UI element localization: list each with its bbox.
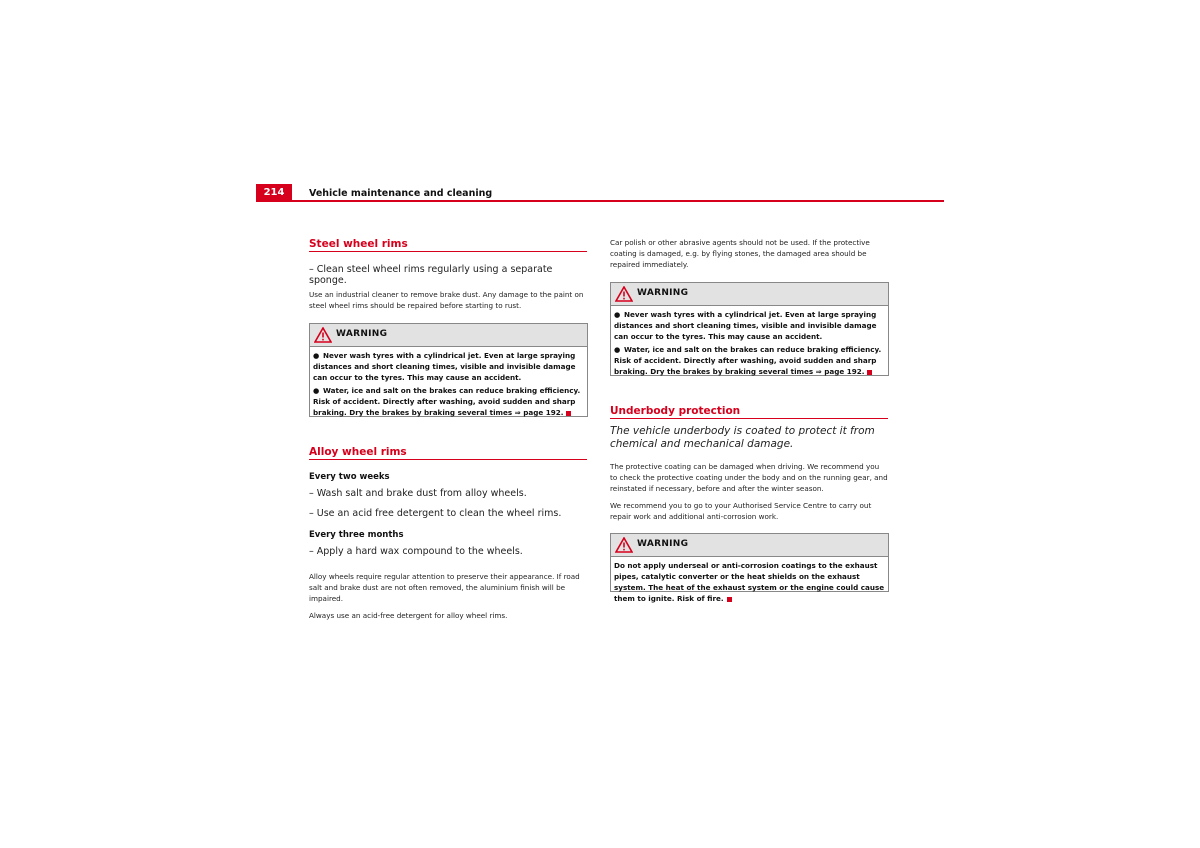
header-rule (256, 200, 944, 202)
warning-label: WARNING (637, 539, 689, 549)
warning-triangle-icon (615, 537, 633, 553)
steel-paragraph: Use an industrial cleaner to remove brake dust. Any damage to the paint on steel wheel rims should be repaired before starting to rust. (309, 290, 584, 310)
warning-text: Do not apply underseal or anti-corrosion coatings to the exhaust pipes, catalytic converter or the heat shields on the exhaust system. The heat of the exhaust system or the engine could cause them to ignite. Risk of fire. (614, 561, 885, 603)
warning-header (611, 534, 888, 557)
end-marker-icon (566, 411, 571, 416)
warning-triangle-icon (615, 286, 633, 302)
alloy-sub-every-three-months: Every three months (309, 530, 404, 540)
steel-rims-heading: Steel wheel rims (309, 238, 408, 250)
intro-paragraph: Car polish or other abrasive agents should not be used. If the protective coating is damaged, e.g. by flying stones, the damaged area should be repaired immediately. (610, 238, 870, 269)
warning-header (611, 283, 888, 306)
underbody-lead: The vehicle underbody is coated to protect it from chemical and mechanical damage. (610, 425, 875, 450)
page-number: 214 (256, 184, 292, 202)
warning-body (611, 557, 888, 609)
underbody-heading: Underbody protection (610, 405, 741, 417)
steel-warning-box (309, 323, 588, 417)
warning-item: ● Never wash tyres with a cylindrical jet. Even at large spraying distances and short cleaning times, visible and invisible damage can occur to the tyres. This may cause an accident. (313, 351, 576, 382)
alloy-step: – Apply a hard wax compound to the wheels. (309, 546, 523, 557)
warning-label: WARNING (336, 329, 388, 339)
alloy-step: – Wash salt and brake dust from alloy wheels. (309, 488, 527, 499)
alloy-sub-every-two-weeks: Every two weeks (309, 472, 390, 482)
alloy-paragraph: Alloy wheels require regular attention to preserve their appearance. If road salt and brake dust are not often removed, the aluminium finish will be impaired. (309, 572, 580, 603)
warning-item: ● Water, ice and salt on the brakes can reduce braking efficiency. Risk of accident. Directly after washing, avoid sudden and sharp braking. Dry the brakes by braking several times ⇒ page 192. (614, 345, 882, 376)
end-marker-icon (727, 597, 732, 602)
alloy-paragraph: Always use an acid-free detergent for alloy wheel rims. (309, 611, 508, 620)
end-marker-icon (867, 370, 872, 375)
section-title: Vehicle maintenance and cleaning (309, 188, 493, 199)
warning-item: ● Never wash tyres with a cylindrical jet. Even at large spraying distances and short cleaning times, visible and invisible damage can occur to the tyres. This may cause an accident. (614, 310, 877, 341)
underbody-warning-box (610, 533, 889, 603)
alloy-step: – Use an acid free detergent to clean the wheel rims. (309, 508, 562, 519)
steel-rims-rule (309, 251, 587, 252)
warning-body (611, 306, 888, 382)
warning-body (310, 347, 587, 423)
warning-label: WARNING (637, 288, 689, 298)
alloy-rims-rule (309, 459, 587, 460)
underbody-paragraph: The protective coating can be damaged when driving. We recommend you to check the protective coating under the body and on the running gear, and reinstated if necessary, before and after the winter season. (610, 462, 888, 493)
steel-step: – Clean steel wheel rims regularly using a separate sponge. (309, 264, 553, 286)
warning-item: ● Water, ice and salt on the brakes can reduce braking efficiency. Risk of accident. Directly after washing, avoid sudden and sharp braking. Dry the brakes by braking several times ⇒ page 192. (313, 386, 581, 417)
underbody-paragraph: We recommend you to go to your Authorised Service Centre to carry out repair work and additional anti-corrosion work. (610, 501, 872, 521)
underbody-rule (610, 418, 888, 419)
alloy-rims-heading: Alloy wheel rims (309, 446, 407, 458)
warning-header (310, 324, 587, 347)
warning-triangle-icon (314, 327, 332, 343)
right-warning-box (610, 282, 889, 376)
